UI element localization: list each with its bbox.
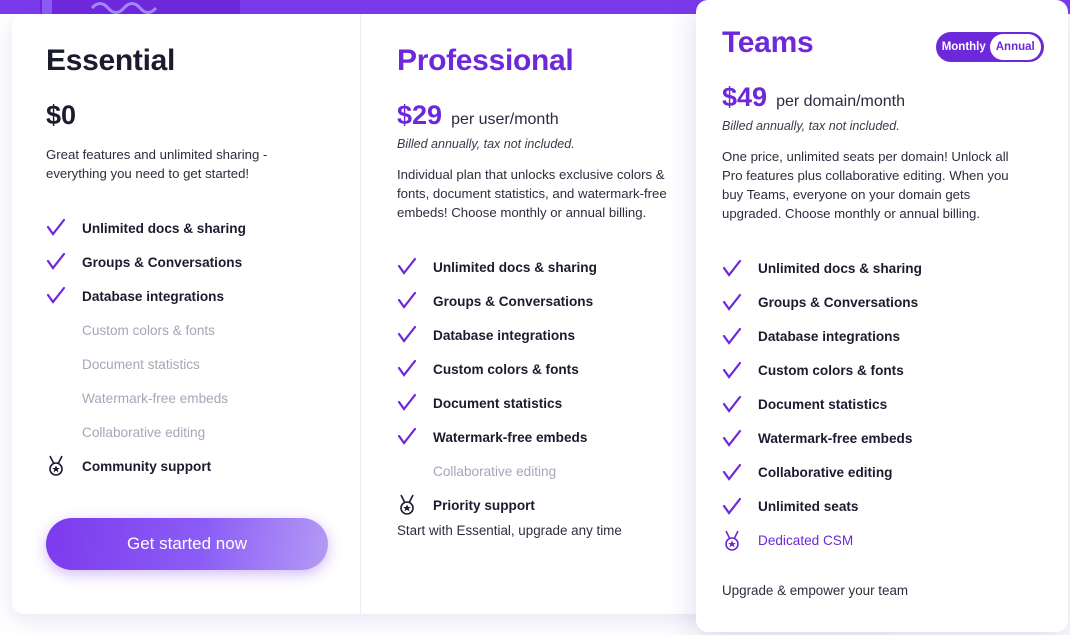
feature-label: Groups & Conversations xyxy=(758,295,919,311)
feature-label: Database integrations xyxy=(758,329,901,345)
list-item xyxy=(722,320,1042,354)
feature-label: Collaborative editing xyxy=(758,465,893,481)
check-icon xyxy=(722,395,742,415)
plan-price-teams: $49 xyxy=(722,82,768,112)
list-item xyxy=(722,456,1042,490)
feature-label: Watermark-free embeds xyxy=(758,431,913,447)
check-icon xyxy=(722,429,742,449)
check-icon xyxy=(722,463,742,483)
feature-list-professional xyxy=(397,250,676,522)
feature-label: Database integrations xyxy=(82,288,225,304)
list-item xyxy=(397,284,676,318)
toggle-option-annual[interactable]: Annual xyxy=(990,34,1042,60)
list-item[interactable] xyxy=(722,524,1042,558)
medal-icon xyxy=(722,530,742,552)
list-item xyxy=(722,354,1042,388)
feature-label: Unlimited docs & sharing xyxy=(758,261,922,277)
list-item xyxy=(722,388,1042,422)
list-item xyxy=(397,488,676,522)
list-item xyxy=(397,352,676,386)
check-icon xyxy=(46,286,66,306)
plan-price-unit-teams: per domain/month xyxy=(776,93,906,110)
plan-blurb-essential: Great features and unlimited sharing - everything you need to get started! xyxy=(46,147,268,182)
list-item xyxy=(722,286,1042,320)
plan-blurb-professional: Individual plan that unlocks exclusive colors & fonts, document statistics, and watermark-free embeds! Choose monthly or annual billing. xyxy=(397,167,667,221)
plan-column-professional xyxy=(360,14,710,614)
feature-label: Document statistics xyxy=(82,356,200,372)
billing-note-teams: Billed annually, tax not included. xyxy=(722,119,900,133)
plan-price-professional: $29 xyxy=(397,100,443,130)
plan-blurb-teams: One price, unlimited seats per domain! Unlock all Pro features plus collaborative editing. When you buy Teams, everyone on your domain gets upgraded. Choose monthly or annual billing. xyxy=(722,149,1009,222)
feature-label: Custom colors & fonts xyxy=(433,361,579,377)
list-item xyxy=(46,211,326,245)
list-item xyxy=(46,245,326,279)
list-item xyxy=(397,386,676,420)
footer-note-professional: Start with Essential, upgrade any time xyxy=(397,523,622,538)
plan-price-essential: $0 xyxy=(46,100,77,130)
list-item xyxy=(722,252,1042,286)
check-icon xyxy=(722,497,742,517)
feature-label: Groups & Conversations xyxy=(433,293,594,309)
list-item xyxy=(46,279,326,313)
plan-price-row-teams xyxy=(722,82,1042,113)
plan-title-teams: Teams xyxy=(722,26,814,59)
medal-icon xyxy=(46,455,66,477)
feature-label: Custom colors & fonts xyxy=(82,322,215,338)
check-icon xyxy=(397,325,417,345)
feature-label: Watermark-free embeds xyxy=(82,390,229,406)
squiggle-decoration xyxy=(90,0,160,14)
footer-note-teams: Upgrade & empower your team xyxy=(722,583,909,598)
check-icon xyxy=(397,359,417,379)
plan-price-row-essential xyxy=(46,100,326,131)
plan-title-professional: Professional xyxy=(397,44,574,77)
check-icon xyxy=(397,257,417,277)
check-icon xyxy=(722,327,742,347)
feature-label: Unlimited docs & sharing xyxy=(433,259,597,275)
feature-label-dedicated-csm[interactable]: Dedicated CSM xyxy=(758,533,854,549)
list-item xyxy=(397,454,676,488)
check-icon xyxy=(722,361,742,381)
list-item xyxy=(722,490,1042,524)
check-icon xyxy=(397,427,417,447)
feature-label: Priority support xyxy=(433,497,535,513)
list-item xyxy=(46,347,326,381)
feature-label: Watermark-free embeds xyxy=(433,429,588,445)
plan-column-essential xyxy=(12,14,360,614)
plan-title-essential: Essential xyxy=(46,44,176,77)
plan-card-teams xyxy=(696,0,1068,632)
get-started-button[interactable]: Get started now xyxy=(46,518,328,570)
check-icon xyxy=(722,293,742,313)
feature-label: Unlimited docs & sharing xyxy=(82,220,246,236)
feature-label: Database integrations xyxy=(433,327,576,343)
feature-label: Community support xyxy=(82,458,212,474)
billing-note-professional: Billed annually, tax not included. xyxy=(397,137,575,151)
feature-list-essential xyxy=(46,211,326,483)
list-item xyxy=(397,420,676,454)
feature-label: Custom colors & fonts xyxy=(758,363,904,379)
billing-period-toggle[interactable] xyxy=(936,32,1044,62)
list-item xyxy=(46,313,326,347)
feature-label: Document statistics xyxy=(758,397,888,413)
check-icon xyxy=(722,259,742,279)
plan-price-row-professional xyxy=(397,100,676,131)
list-item xyxy=(397,250,676,284)
feature-label: Unlimited seats xyxy=(758,499,859,515)
list-item xyxy=(722,422,1042,456)
feature-label: Collaborative editing xyxy=(82,424,206,440)
check-icon xyxy=(46,252,66,272)
list-item xyxy=(397,318,676,352)
toggle-option-monthly[interactable]: Monthly xyxy=(941,41,986,53)
feature-label: Document statistics xyxy=(433,395,563,411)
list-item xyxy=(46,449,326,483)
check-icon xyxy=(46,218,66,238)
check-icon xyxy=(397,291,417,311)
feature-list-teams xyxy=(722,252,1042,558)
plan-price-unit-professional: per user/month xyxy=(451,111,559,128)
list-item xyxy=(46,381,326,415)
medal-icon xyxy=(397,494,417,516)
check-icon xyxy=(397,393,417,413)
list-item xyxy=(46,415,326,449)
feature-label: Collaborative editing xyxy=(433,463,557,479)
feature-label: Groups & Conversations xyxy=(82,254,243,270)
